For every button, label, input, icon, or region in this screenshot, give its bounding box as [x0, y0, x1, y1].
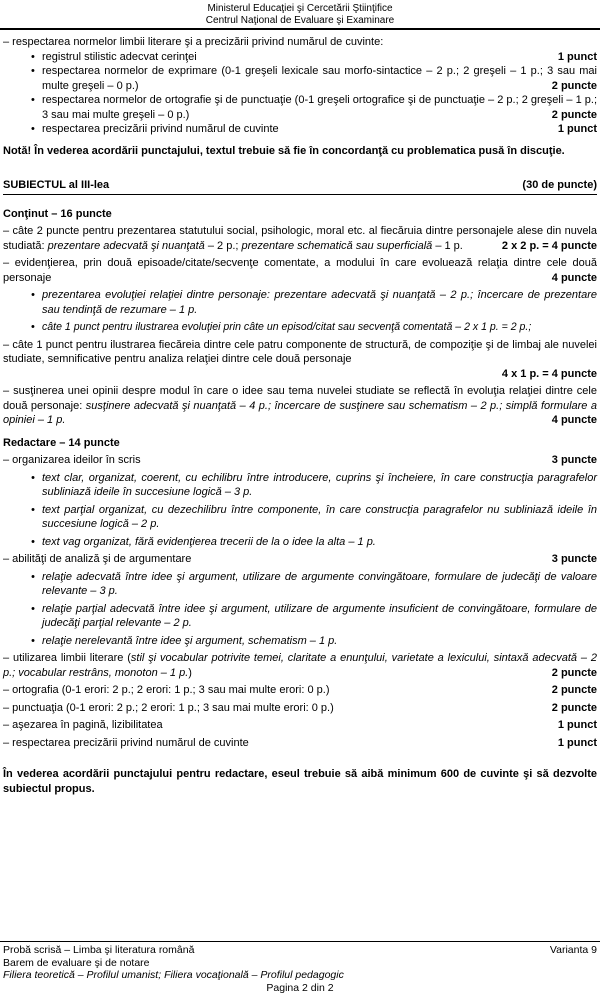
- criterion-paragraph: [3, 651, 597, 680]
- bullet-text: text vag organizat, fără evidenţierea trecerii de la o idee la alta – 1 p.: [42, 535, 376, 548]
- criterion-text: – punctuaţia (0-1 erori: 2 p.; 2 erori: 1 p.; 3 sau mai multe erori: 0 p.): [3, 701, 334, 714]
- criterion-descriptor: prezentare schematică sau superficială: [241, 239, 433, 252]
- content-section-heading: Conţinut – 16 puncte: [3, 207, 112, 220]
- criterion-descriptor: susţinere adecvată şi nuanţată – 4 p.; încercare de susţinere sau schematism – 2 p.; simplă formulare a opiniei – 1 p.: [3, 399, 598, 426]
- bullet-item: [3, 471, 597, 500]
- points-value: 2 puncte: [551, 684, 597, 696]
- doc-type-label: Barem de evaluare şi de notare: [3, 956, 150, 969]
- bullet-item: [3, 634, 597, 649]
- bullet-text: relaţie nerelevantă între idee şi argument, schematism – 1 p.: [42, 634, 338, 647]
- criterion-descriptor: prezentare adecvată şi nuanţată: [47, 239, 205, 252]
- note-paragraph: Notă! În vederea acordării punctajului, textul trebuie să fie în concordanţă cu problematica pusă în discuţie.: [3, 144, 565, 157]
- evaluation-center-name: Centrul Naţional de Evaluare şi Examinare: [205, 14, 395, 26]
- redaction-section-heading: Redactare – 14 puncte: [3, 436, 120, 449]
- subject3-heading: [3, 178, 597, 195]
- bullet-item: [3, 320, 597, 335]
- bullet-text: respectarea precizării privind numărul de cuvinte: [42, 123, 279, 135]
- bullet-text: relaţie adecvată între idee şi argument, utilizare de argumente convingătoare, formulare de judecăţi de valoare relevante – 3 p.: [42, 570, 597, 597]
- bullet-item: [3, 535, 597, 550]
- points-value: 4 puncte: [551, 414, 597, 426]
- subject3-title: SUBIECTUL al III-lea: [3, 179, 110, 191]
- footer-line-1: [3, 944, 597, 957]
- criterion-paragraph: [3, 701, 597, 716]
- criterion-paragraph: – câte 1 punct pentru ilustrarea fiecăreia dintre cele patru componente de structură, de compoziţie şi de limbaj ale nuvelei studiate, semnificative pentru analiza relaţiei dintre cele două personaje: [3, 338, 597, 365]
- criterion-text: – evidenţierea, prin două episoade/citate/secvenţe comentate, a modului în care evoluează relaţia dintre cele două personaje: [3, 257, 597, 284]
- criterion-paragraph: [3, 224, 597, 253]
- bullet-text: câte 1 punct pentru ilustrarea evoluţiei prin câte un episod/citat sau secvenţă comentată – 2 x 1 p. = 2 p.;: [42, 321, 532, 333]
- bullet-item: [3, 50, 597, 65]
- points-value: 3 puncte: [551, 454, 597, 466]
- bullet-item: [3, 122, 597, 137]
- criterion-text: – aşezarea în pagină, lizibilitatea: [3, 719, 163, 731]
- criterion-paragraph: [3, 256, 597, 285]
- criteria-intro: – respectarea normelor limbii literare şi a precizării privind numărul de cuvinte:: [3, 36, 384, 48]
- variant-label: Varianta 9: [549, 943, 597, 956]
- points-value: 2 puncte: [551, 701, 597, 714]
- points-value: 1 punct: [557, 719, 597, 731]
- criterion-paragraph: [3, 736, 597, 751]
- final-note-paragraph: În vederea acordării punctajului pentru redactare, eseul trebuie să aibă minimum 600 de cuvinte şi să dezvolte subiectul propus.: [3, 768, 597, 795]
- doc-header: [0, 0, 600, 30]
- bullet-item: [3, 93, 597, 122]
- points-value: 2 x 2 p. = 4 puncte: [501, 239, 597, 252]
- points-value: 2 puncte: [551, 666, 597, 679]
- criterion-paragraph: [3, 453, 597, 468]
- bullet-text: registrul stilistic adecvat cerinţei: [42, 50, 197, 63]
- criterion-text: – ortografia (0-1 erori: 2 p.; 2 erori: 1 p.; 3 sau mai multe erori: 0 p.): [3, 684, 330, 696]
- criterion-text: – utilizarea limbii literare (: [3, 652, 131, 664]
- points-value: 3 puncte: [551, 553, 597, 565]
- criterion-text: – 1 p.: [432, 239, 463, 252]
- criterion-text: ): [188, 666, 192, 679]
- exam-name: Probă scrisă – Limba şi literatura română: [3, 943, 195, 956]
- bullet-item: [3, 602, 597, 631]
- points-value: 1 punct: [557, 736, 597, 749]
- criterion-text: – organizarea ideilor în scris: [3, 454, 141, 466]
- doc-body: [0, 30, 600, 796]
- points-value: 2 puncte: [551, 108, 597, 121]
- bullet-text: respectarea normelor de exprimare (0-1 greşeli lexicale sau morfo-sintactice – 2 p.; 2 greşeli – 1 p.; 3 sau mai multe greşeli – 0 p.): [42, 65, 597, 92]
- page-number: Pagina 2 din 2: [266, 982, 334, 995]
- bullet-text: relaţie parţial adecvată între idee şi argument, utilizare de argumente insuficient de convingătoare, formulare de judecăţi parţial relevante – 2 p.: [42, 602, 597, 629]
- bullet-text: respectarea normelor de ortografie şi de punctuaţie (0-1 greşeli ortografice şi de punctuaţie – 2 p.; 2 greşeli – 1 p.; 3 sau mai multe greşeli – 0 p.): [42, 94, 597, 121]
- criterion-text: – susţinerea unei opinii despre modul în care o idee sau tema nuvelei studiate se reflectă în evoluţia relaţiei dintre cele două personaje:: [3, 385, 597, 412]
- bullet-text: text clar, organizat, coerent, cu echilibru între introducere, cuprins şi încheiere, în care construcţia paragrafelor subliniază ideile în succesiune logică – 3 p.: [42, 471, 597, 498]
- bullet-item: [3, 288, 597, 317]
- criterion-paragraph: [3, 683, 597, 698]
- points-value: 4 x 1 p. = 4 puncte: [501, 367, 597, 380]
- ministry-name: Ministerul Educaţiei şi Cercetării Ştiinţifice: [207, 3, 393, 14]
- points-value: 1 punct: [557, 123, 597, 135]
- points-value: 2 puncte: [551, 79, 597, 92]
- criterion-descriptor: stil şi vocabular potrivite temei, claritate a enunţului, varietate a lexicului, sintaxă adecvată – 2 p.; vocabular restrâns, monoton – 1 p.: [3, 652, 597, 679]
- criterion-text: – abilităţi de analiză şi de argumentare: [3, 553, 192, 565]
- bullet-item: [3, 503, 597, 532]
- subject3-total-points: (30 de puncte): [522, 179, 597, 191]
- criterion-paragraph: [3, 384, 597, 428]
- bullet-item: [3, 570, 597, 599]
- criterion-text: – 2 p.;: [204, 239, 242, 252]
- criterion-paragraph: [3, 718, 597, 733]
- points-value: 4 puncte: [551, 271, 597, 284]
- bullet-text: prezentarea evoluţiei relaţiei dintre personaje: prezentare adecvată şi nuanţată – 2 p.; încercare de prezentare sau tendinţă de rezumare – 1 p.: [42, 289, 597, 316]
- points-value: 1 punct: [557, 50, 597, 63]
- bullet-text: text parţial organizat, cu dezechilibru între componente, în care construcţia paragrafelor nu subliniază ideile în succesiune logică – 2 p.: [42, 503, 597, 530]
- criterion-text: – câte 2 puncte pentru prezentarea statutului social, psihologic, moral etc. al fiecăruia dintre personajele alese din nuvela studiată:: [3, 225, 597, 252]
- bullet-item: [3, 64, 597, 93]
- profile-label: Filiera teoretică – Profilul umanist; Filiera vocaţională – Profilul pedagogic: [3, 969, 344, 982]
- criterion-paragraph: [3, 552, 597, 567]
- doc-footer: [0, 941, 600, 995]
- criterion-text: – respectarea precizării privind numărul de cuvinte: [3, 736, 249, 749]
